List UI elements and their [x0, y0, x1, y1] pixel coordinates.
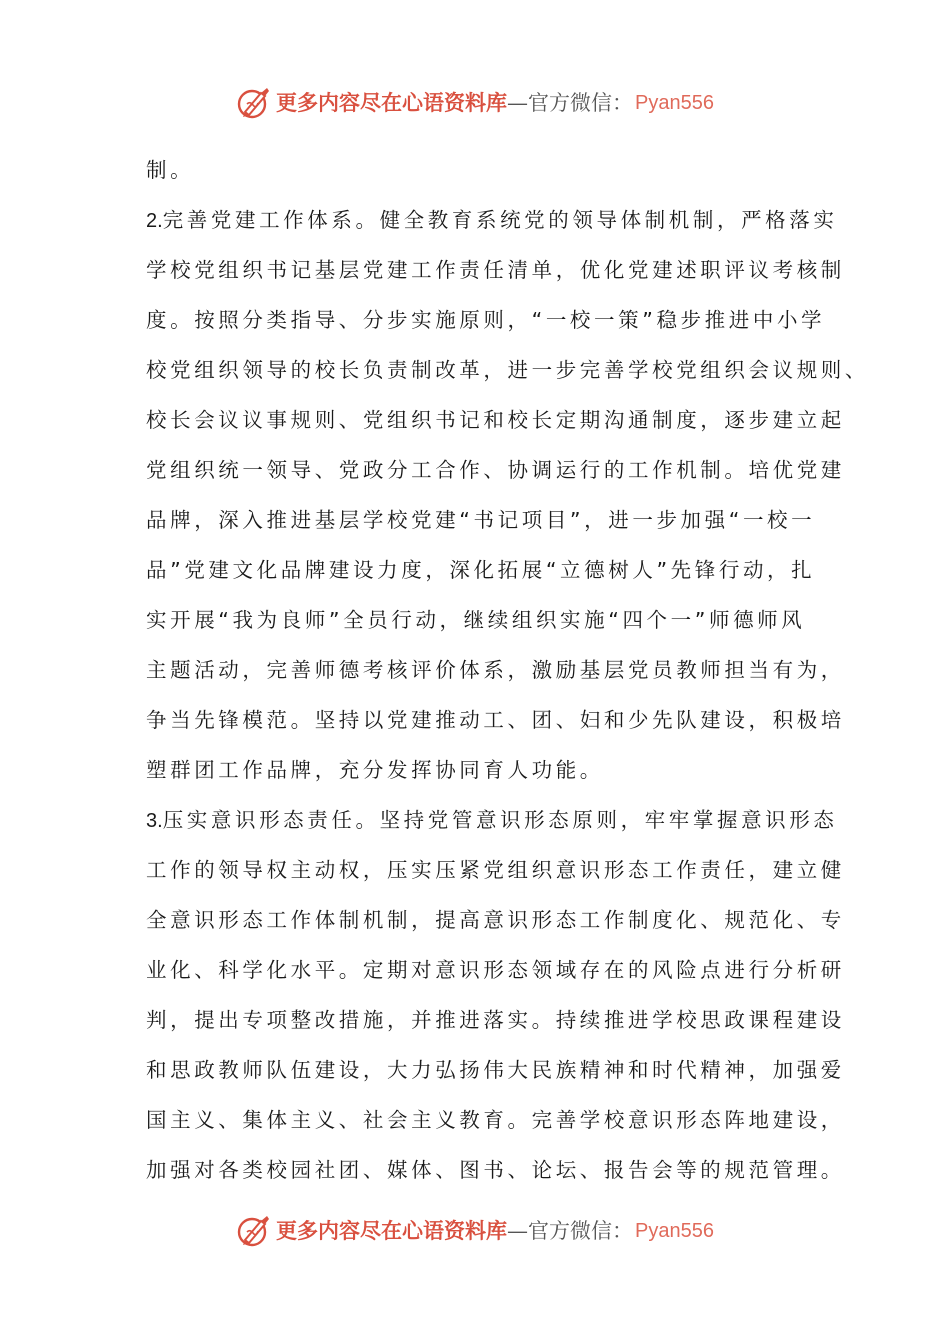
text-line	[146, 695, 845, 745]
line-text: 校长会议议事规则、党组织书记和校长定期沟通制度，逐步建立起	[146, 408, 845, 432]
header-banner	[0, 80, 950, 126]
banner-main-text: 更多内容尽在心语资料库	[276, 1218, 508, 1243]
text-line	[146, 795, 838, 845]
text-line	[146, 345, 869, 395]
line-text: 度。按照分类指导、分步实施原则，“一校一策”稳步推进中小学	[146, 308, 826, 332]
line-text: 加强对各类校园社团、媒体、图书、论坛、报告会等的规范管理。	[146, 1158, 845, 1182]
text-line	[146, 1145, 845, 1195]
text-line	[146, 195, 838, 245]
banner-wechat-id: Pyan556	[635, 92, 714, 114]
pen-logo-icon	[236, 1213, 272, 1249]
text-line	[146, 545, 816, 595]
text-line	[146, 295, 826, 345]
text-line	[146, 945, 845, 995]
item-number: 3.	[146, 810, 163, 832]
text-line	[146, 845, 845, 895]
text-line	[146, 995, 845, 1045]
line-text: 品”党建文化品牌建设力度，深化拓展“立德树人”先锋行动，扎	[146, 558, 816, 582]
banner-contact-label: 官方微信：	[528, 1219, 634, 1243]
banner-dash: —	[507, 1219, 529, 1243]
line-text: 校党组织领导的校长负责制改革，进一步完善学校党组织会议规则、	[146, 358, 869, 382]
banner-wechat-id: Pyan556	[635, 1220, 714, 1242]
banner-contact-label: 官方微信：	[528, 91, 634, 115]
text-line	[146, 495, 816, 545]
text-line	[146, 245, 845, 295]
line-text: 实开展“我为良师”全员行动，继续组织实施“四个一”师德师风	[146, 608, 806, 632]
text-line	[146, 745, 811, 795]
line-text: 业化、科学化水平。定期对意识形态领域存在的风险点进行分析研	[146, 958, 845, 982]
text-line	[146, 595, 811, 645]
line-text: 品牌，深入推进基层学校党建“书记项目”，进一步加强“一校一	[146, 508, 816, 532]
document-body	[146, 145, 869, 1195]
banner-text	[276, 88, 714, 118]
banner-text	[276, 1216, 714, 1246]
line-text: 党组织统一领导、党政分工合作、协调运行的工作机制。培优党建	[146, 458, 845, 482]
line-text: 学校党组织书记基层党建工作责任清单，优化党建述职评议考核制	[146, 258, 845, 282]
line-text: 工作的领导权主动权，压实压紧党组织意识形态工作责任，建立健	[146, 858, 845, 882]
text-line	[146, 145, 811, 195]
pen-logo-icon	[236, 85, 272, 121]
line-text: 主题活动，完善师德考核评价体系，激励基层党员教师担当有为，	[146, 658, 845, 682]
line-text: 争当先锋模范。坚持以党建推动工、团、妇和少先队建设，积极培	[146, 708, 845, 732]
line-text: 制。	[146, 158, 195, 182]
text-line	[146, 395, 845, 445]
line-text: 压实意识形态责任。坚持党管意识形态原则，牢牢掌握意识形态	[162, 808, 838, 832]
line-text: 完善党建工作体系。健全教育系统党的领导体制机制，严格落实	[162, 208, 838, 232]
line-text: 国主义、集体主义、社会主义教育。完善学校意识形态阵地建设，	[146, 1108, 845, 1132]
line-text: 塑群团工作品牌，充分发挥协同育人功能。	[146, 758, 604, 782]
text-line	[146, 895, 845, 945]
footer-banner	[0, 1208, 950, 1254]
banner-main-text: 更多内容尽在心语资料库	[276, 90, 508, 115]
line-text: 全意识形态工作体制机制，提高意识形态工作制度化、规范化、专	[146, 908, 845, 932]
item-number: 2.	[146, 210, 163, 232]
line-text: 和思政教师队伍建设，大力弘扬伟大民族精神和时代精神，加强爱	[146, 1058, 845, 1082]
text-line	[146, 1045, 845, 1095]
text-line	[146, 645, 845, 695]
text-line	[146, 1095, 845, 1145]
text-line	[146, 445, 845, 495]
banner-dash: —	[507, 91, 529, 115]
line-text: 判，提出专项整改措施，并推进落实。持续推进学校思政课程建设	[146, 1008, 845, 1032]
